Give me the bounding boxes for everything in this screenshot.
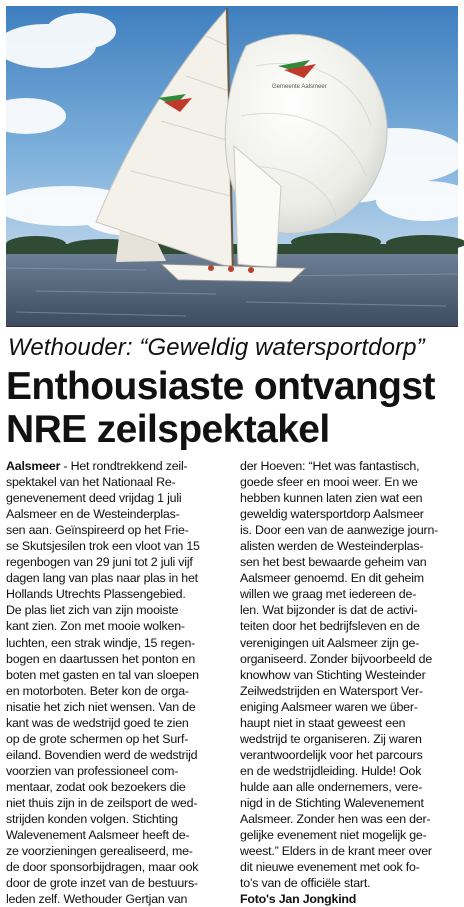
article-line: kant was de wedstrijd goed te zien: [6, 715, 189, 730]
article-line: Zeilwedstrijden en Watersport Ver-: [240, 683, 423, 698]
article-line: Aalsmeer en de Westeinderplas-: [6, 507, 180, 522]
article-line: de door sponsorbijdragen, maar ook: [6, 860, 199, 875]
article-line: eniging Aalsmeer waren we über-: [240, 699, 418, 714]
article-line: niet thuis zijn in de zeilsport de wed-: [6, 795, 198, 810]
article-line: len. Wat bijzonder is dat de activi-: [240, 603, 418, 618]
article-line: eiland. Bovendien werd de wedstrijd: [6, 747, 198, 762]
article-line: teiten door het bedrijfsleven en de: [240, 619, 420, 634]
article-line: mentaar, zodat ook bezoekers die: [6, 779, 186, 794]
headline-line-1: Enthousiaste ontvangst: [6, 365, 435, 408]
article-line: nisatie het zich niet wensen. Van de: [6, 699, 196, 714]
article-line: op de grote schermen op het Surf-: [6, 731, 189, 746]
article-line: ze voorzieningen gerealiseerd, me-: [6, 844, 193, 859]
article-kicker: Wethouder: “Geweldig watersportdorp”: [8, 334, 425, 361]
sailing-photo: [6, 6, 458, 327]
article-line: luchten, een strak windje, 15 regen-: [6, 635, 196, 650]
article-line: regenbogen van 29 juni tot 2 juli vijf: [6, 555, 193, 570]
article-headline: [6, 365, 461, 451]
article-line: voorzien van professioneel com-: [6, 763, 179, 778]
article-line: Aalsmeer. Zonder hen was een der-: [240, 812, 431, 827]
article-line: haupt niet in staat geweest een: [240, 715, 406, 730]
headline-line-2: NRE zeilspektakel: [6, 408, 330, 451]
article-line: Hollands Utrechts Plassengebied.: [6, 587, 186, 602]
article-line: organiseerd. Zonder bijvoorbeeld de: [240, 651, 433, 666]
article-line: gelijke evenement niet mogelijk ge-: [240, 828, 427, 843]
article-line: strijden konden volgen. Stichting: [6, 812, 178, 827]
article-line: en motorboten. Beter kon de orga-: [6, 683, 189, 698]
article-line: boten met gasten en tal van sloepen: [6, 667, 199, 682]
article-line: hebben kunnen laten zien wat een: [240, 491, 423, 506]
article-line: [6, 458, 224, 474]
article-line: willen we graag met iedereen de-: [240, 587, 417, 602]
article-column-2: [240, 458, 458, 907]
article-dateline: Aalsmeer: [6, 459, 61, 473]
article-line: hulde aan alle ondernemers, vere-: [240, 779, 423, 794]
article-line: Aalsmeer genoemd. En dit geheim: [240, 571, 424, 586]
article-line-text: - Het rondtrekkend zeil-: [60, 459, 188, 473]
article-line: verenigingen uit Aalsmeer zijn ge-: [240, 635, 420, 650]
article-line: wedstrijd te organiseren. Zij waren: [240, 731, 422, 746]
article-line: goede sfeer en mooi weer. En we: [240, 475, 418, 490]
article-line: door de grote inzet van de bestuurs-: [6, 876, 198, 891]
spinnaker-logo-text: Gemeente Aalsmeer: [272, 84, 327, 90]
article-line: nigd in de Stichting Walevenement: [240, 795, 424, 810]
article-line: knowhow van Stichting Westeinder: [240, 667, 426, 682]
article-line: weest.” Elders in de krant meer over: [240, 844, 432, 859]
article-line: dit nieuwe evenement met ook fo-: [240, 860, 420, 875]
article-line: to’s van de officiële start.: [240, 876, 371, 891]
article-line: De plas liet zich van zijn mooiste: [6, 603, 179, 618]
article-line: bogen en daartussen het ponton en: [6, 651, 196, 666]
article-line: is. Door een van de aanwezige journ-: [240, 523, 439, 538]
article-line: kant zien. Zon met mooie wolken-: [6, 619, 185, 634]
article-line: sen het best bewaarde geheim van: [240, 555, 427, 570]
article-line: sen aan. Geïnspireerd op het Frie-: [6, 523, 189, 538]
photo-credit: Foto's Jan Jongkind: [240, 892, 357, 907]
article-column-1: [6, 458, 224, 907]
article-body: [6, 458, 458, 907]
article-line: Walevenement Aalsmeer heeft de-: [6, 828, 190, 843]
article-line: genevenement deed vrijdag 1 juli: [6, 491, 182, 506]
article-line: alisten werden de Westeinderplas-: [240, 539, 424, 554]
article-line: geweldig watersportdorp Aalsmeer: [240, 507, 424, 522]
article-line: verantwoordelijk voor het parcours: [240, 747, 423, 762]
article-line: der Hoeven: “Het was fantastisch,: [240, 459, 420, 473]
article-line: dagen lang van plas naar plas in het: [6, 571, 198, 586]
article-line: se Skutsjesilen trok een vloot van 15: [6, 539, 200, 554]
article-line: en de wedstrijdleiding. Hulde! Ook: [240, 763, 422, 778]
article-line: spektakel van het Nationaal Re-: [6, 475, 176, 490]
article-line: leden zelf. Wethouder Gertjan van: [6, 892, 188, 907]
